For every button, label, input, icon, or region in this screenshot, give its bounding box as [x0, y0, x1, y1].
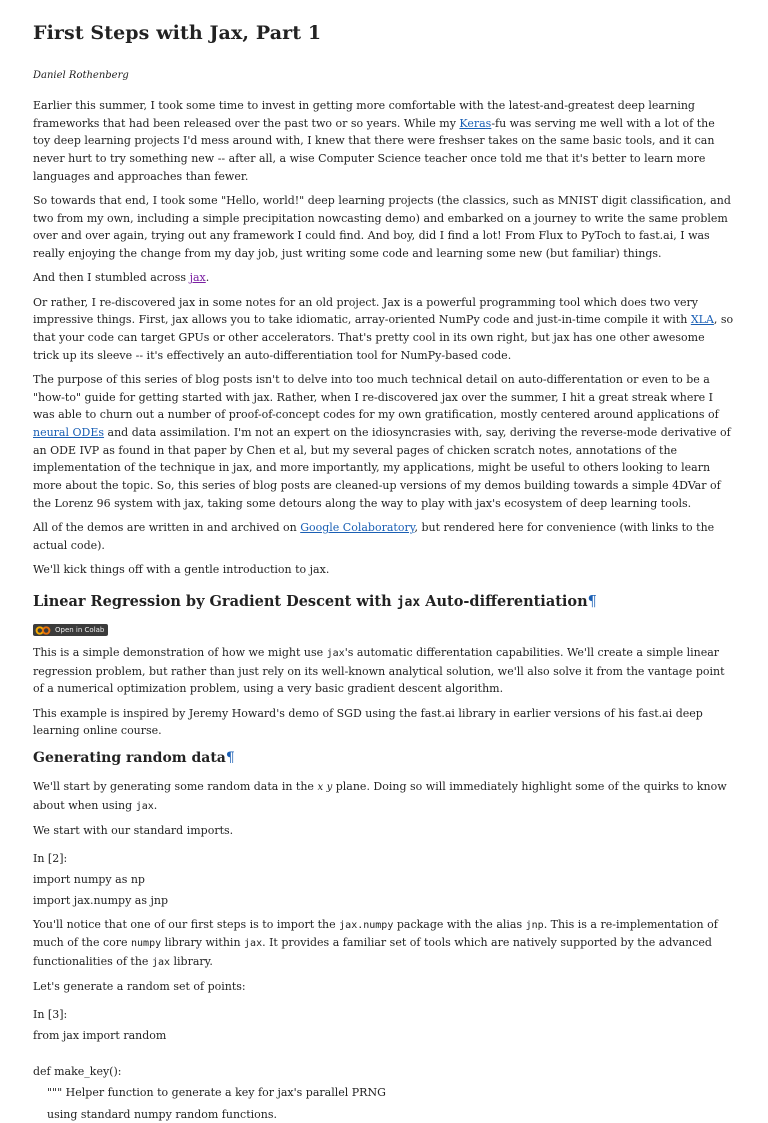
intro-paragraph-7: We'll kick things off with a gentle introduction to jax. [33, 562, 330, 576]
colab-icon [35, 626, 51, 635]
author-byline: Daniel Rothenberg [33, 70, 129, 81]
section2-paragraph-2: We start with our standard imports. [33, 824, 234, 837]
intro-paragraph-5: The purpose of this series of blog posts isn't to delve into too much technical detail on auto-differentation or even to be a "how-to" guide for getting started with jax. Rather, when I re-discovered jax over the summer, I hit a great streak where I was able to churn out a number of proof-of-concept codes for my own gratification, mostly centered around applications of neural ODEs and data assimilation. I'm not an expert on the idiosyncrasies with, say, deriving the reverse-mode derivative of an ODE IVP as found in that paper by Chen et al, but my several pages of chicken scratch notes, annotations of the implementation of the technique in jax, and more importantly, my applications, might be useful to others looking to learn more about the topic. So, this series of blog posts are cleaned-up versions of my demos building towards a simple 4DVar of the Lorenz 96 system with jax, taking some detours along the way to play with jax's ecosystem of deep learning tools. [33, 372, 731, 510]
keras-link[interactable]: Keras [459, 116, 492, 130]
intro-paragraph-6: All of the demos are written in and archived on Google Colaboratory, but rendered here for convenience (with links to the actual code). [33, 520, 715, 552]
input-prompt: In [2]: [33, 851, 68, 865]
section2-paragraph-1: We'll start by generating some random data in the x y plane. Doing so will immediately highlight some of the quirks to know about when using jax. [33, 780, 727, 812]
code-line: import numpy as np [33, 872, 145, 886]
neural-odes-link[interactable]: neural ODEs [33, 425, 105, 439]
intro-paragraph-1: Earlier this summer, I took some time to invest in getting more comfortable with the latest-and-greatest deep learning frameworks that had been released over the past two or so years. While my Keras-fu was serving me well with a lot of the toy deep learning projects I'd mess around with, I knew that there were freshser takes on the same basic tools, and it can never hurt to try something new -- after all, a wise Computer Science teacher once told me that it's better to learn more languages and approaches than fewer. [33, 99, 715, 183]
intro-paragraph-4: Or rather, I re-discovered jax in some notes for an old project. Jax is a powerful programming tool which does two very impressive things. First, jax allows you to take idiomatic, array-oriented NumPy code and just-in-time compile it with XLA, so that your code can target GPUs or other accelerators. That's pretty cool in its own right, but jax has one other awesome trick up its sleeve -- it's effectively an auto-differentiation tool for NumPy-based code. [33, 295, 734, 362]
google-colab-link[interactable]: Google Colaboratory [300, 520, 415, 534]
intro-paragraph-2: So towards that end, I took some "Hello, world!" deep learning projects (the classics, such as MNIST digit classification, and two from my own, including a simple precipitation nowcasting demo) and embarked on a journey to write the same problem over and over again, trying out any framework I could find. And boy, did I find a lot! From Flux to PyToch to fast.ai, I was really enjoying the change from my day job, just writing some code and learning some new (but familiar) things. [33, 194, 731, 261]
section-heading-linear-regression: Linear Regression by Gradient Descent with jax Auto-differentiation¶ [33, 592, 597, 610]
code-line: using standard numpy random functions. [33, 1107, 277, 1121]
code-line: def make_key(): [33, 1064, 122, 1078]
intro-paragraph-3: And then I stumbled across jax. [33, 271, 210, 285]
section-anchor-link[interactable]: ¶ [225, 750, 235, 767]
open-in-colab-button[interactable]: Open in Colab [33, 624, 108, 636]
page-title: First Steps with Jax, Part 1 [33, 22, 322, 44]
section-anchor-link[interactable]: ¶ [587, 593, 597, 610]
jax-link[interactable]: jax [189, 271, 206, 285]
section2-paragraph-4: Let's generate a random set of points: [33, 980, 246, 994]
code-line: from jax import random [33, 1029, 167, 1043]
input-prompt: In [3]: [33, 1008, 68, 1022]
xla-link[interactable]: XLA [690, 313, 714, 327]
code-line: """ Helper function to generate a key for jax's parallel PRNG [33, 1086, 386, 1100]
section1-paragraph-2: This example is inspired by Jeremy Howard's demo of SGD using the fast.ai library in earlier versions of his fast.ai deep learning online course. [33, 706, 703, 738]
section-heading-random-data: Generating random data¶ [33, 750, 235, 767]
section2-paragraph-3: You'll notice that one of our first steps is to import the jax.numpy package with the alias jnp. This is a re-implementation of much of the core numpy library within jax. It provides a familiar set of tools which are natively supported by the advanced functionalities of the jax library. [33, 917, 718, 969]
section1-paragraph-1: This is a simple demonstration of how we might use jax's automatic differentation capabilities. We'll create a simple linear regression problem, but rather than just rely on its well-known analytical solution, we'll also solve it from the vantage point of a numerical optimization problem, using a very basic gradient descent algorithm. [33, 646, 725, 696]
code-line: import jax.numpy as jnp [33, 894, 169, 908]
